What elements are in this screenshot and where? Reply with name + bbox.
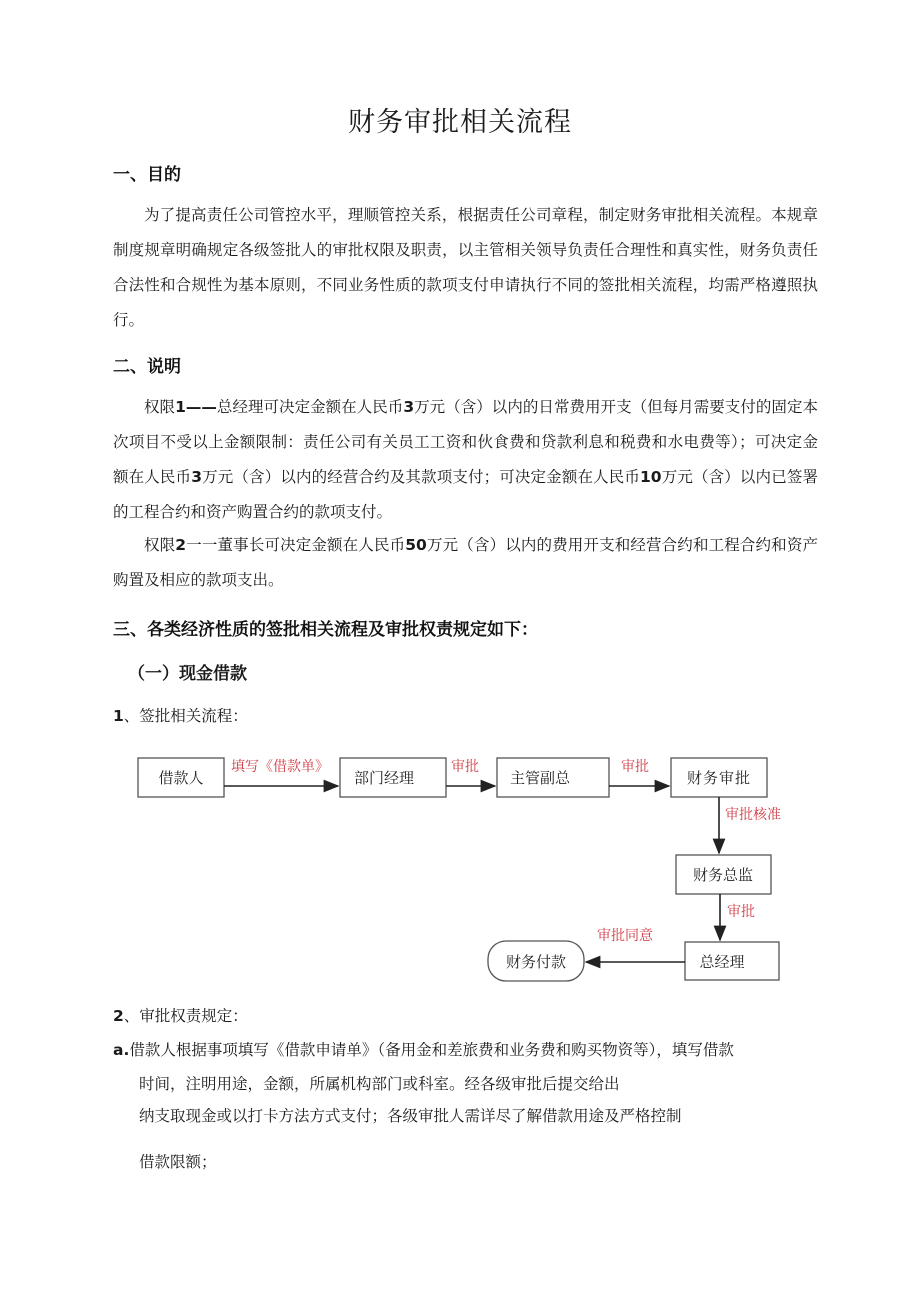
authority-1-text-d: 万元（含）以内已签署的工程合约和资产购置合约的款项支付。 (113, 468, 818, 521)
section-heading-purpose: 一、目的 (113, 165, 181, 185)
authority-1-amount-1: 3 (403, 398, 415, 416)
authority-2-num: 2 (175, 536, 187, 554)
edge-approve-3-label: 审批 (727, 904, 755, 920)
authority-1-amount-3: 10 (640, 468, 662, 486)
authority-2-text-a: 一一董事长可决定金额在人民币 (186, 536, 406, 554)
clause-a-text-1: 借款人根据事项填写《借款申请单》（备用金和差旅费和业务费和购买物资等），填写借款 (129, 1041, 734, 1059)
authority-1-num: 1—— (175, 398, 217, 416)
node-borrower-label: 借款人 (158, 769, 204, 787)
clause-a-line-4: 借款限额； (139, 1153, 217, 1171)
clause-a-line-3: 纳支取现金或以打卡方法方式支付；各级审批人需详尽了解借款用途及严格控制 (139, 1107, 682, 1125)
node-finance-review-label: 财务审批 (686, 769, 752, 787)
authority-2-prefix: 权限 (144, 536, 176, 554)
node-vp-label: 主管副总 (509, 769, 571, 787)
edge-approve-verify-label: 审批核准 (725, 807, 781, 823)
item-2-text: 、审批权责规定： (123, 1007, 248, 1025)
node-cfo-label: 财务总监 (692, 866, 754, 884)
authority-2-text-b: 万元（含）以内的费用开支和经营合约和工程合约和资产购置及相应的款项支出。 (113, 536, 818, 589)
section-heading-notes: 二、说明 (113, 357, 181, 377)
item-1-number: 1 (113, 707, 124, 725)
purpose-paragraph: 为了提高责任公司管控水平，理顺管控关系，根据责任公司章程，制定财务审批相关流程。本规章制度规章明确规定各级签批人的审批权限及职责，以主管相关领导负责任合理性和真实性，财务负责任合法性和合规性为基本原则，不同业务性质的款项支付申请执行不同的签批相关流程，均需严格遵照执行。 (113, 206, 818, 329)
section-heading-procedures: 三、各类经济性质的签批相关流程及审批权责规定如下： (113, 620, 538, 640)
node-gm-label: 总经理 (699, 953, 745, 971)
page-title: 财务审批相关流程 (348, 107, 572, 138)
authority-1-text-a: 总经理可决定金额在人民币 (216, 398, 404, 416)
authority-1-text-c: 万元（含）以内的经营合约及其款项支付；可决定金额在人民币 (202, 468, 641, 486)
clause-a-label: a. (113, 1041, 130, 1059)
clause-a-line-2: 时间，注明用途，金额，所属机构部门或科室。经各级审批后提交给出 (139, 1075, 620, 1093)
edge-approve-agree-label: 审批同意 (597, 928, 653, 944)
subsection-cash-loan: （一）现金借款 (128, 664, 247, 684)
node-dept-manager-label: 部门经理 (353, 769, 415, 787)
node-payment-label: 财务付款 (505, 953, 567, 971)
authority-1-text-b: 万元（含）以内的日常费用开支（但每月需要支付的固定本次项目不受以上金额限制：责任公司有关员工工资和伙食费和贷款利息和税费和水电费等）；可决定金额在人民币 (113, 398, 818, 486)
edge-fill-form-label: 填写《借款单》 (231, 759, 329, 775)
item-1-text: 、签批相关流程： (123, 707, 248, 725)
item-2-number: 2 (113, 1007, 124, 1025)
clause-a-line-1 (113, 1038, 734, 1060)
authority-2-amount: 50 (405, 536, 427, 554)
edge-approve-2-label: 审批 (621, 759, 649, 775)
edge-approve-1-label: 审批 (451, 759, 479, 775)
item-2-heading (113, 1004, 248, 1026)
authority-1-amount-2: 3 (191, 468, 202, 486)
authority-1-prefix: 权限 (144, 398, 176, 416)
